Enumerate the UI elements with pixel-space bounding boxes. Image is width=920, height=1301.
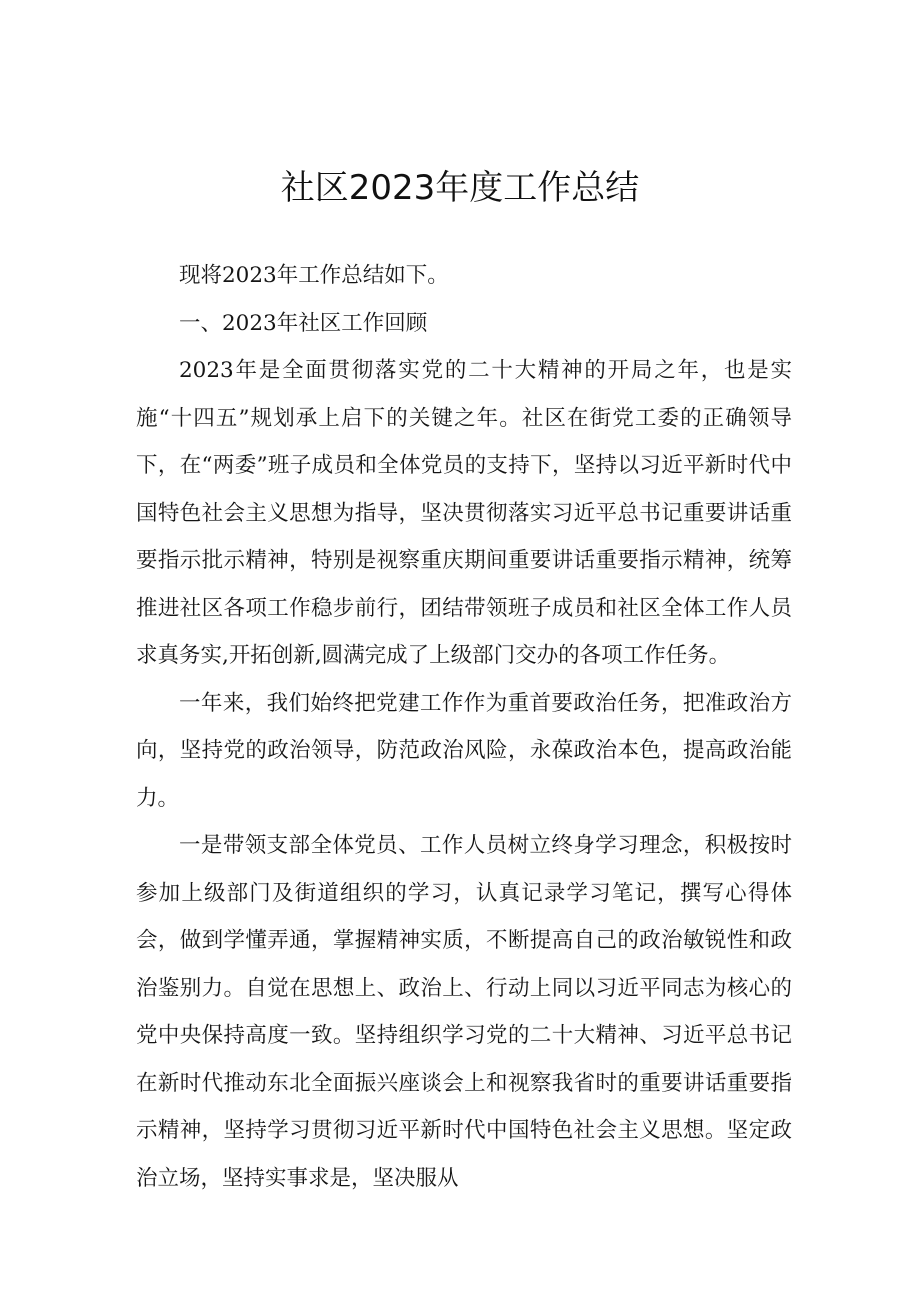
- document-title: 社区2023年度工作总结: [280, 168, 640, 208]
- paragraph-party-building: 一年来，我们始终把党建工作作为重首要政治任务，把准政治方向，坚持党的政治领导，防范政治风险，永葆政治本色，提高政治能力。: [136, 690, 792, 811]
- paragraph-point-one: 一是带领支部全体党员、工作人员树立终身学习理念，积极按时参加上级部门及街道组织的学习，认真记录学习笔记，撰写心得体会，做到学懂弄通，掌握精神实质，不断提高自己的政治敏锐性和政治鉴别力。自觉在思想上、政治上、行动上同以习近平同志为核心的党中央保持高度一致。坚持组织学习党的二十大精神、习近平总书记在新时代推动东北全面振兴座谈会上和视察我省时的重要讲话重要指示精神，坚持学习贯彻习近平新时代中国特色社会主义思想。坚定政治立场，坚持实事求是，坚决服从: [136, 833, 792, 1191]
- paragraph-overview: 2023年是全面贯彻落实党的二十大精神的开局之年，也是实施“十四五”规划承上启下的关键之年。社区在街党工委的正确领导下，在“两委”班子成员和全体党员的支持下，坚持以习近平新时代中国特色社会主义思想为指导，坚决贯彻落实习近平总书记重要讲话重要指示批示精神，特别是视察重庆期间重要讲话重要指示精神，统筹推进社区各项工作稳步前行，团结带领班子成员和社区全体工作人员求真务实,开拓创新,圆满完成了上级部门交办的各项工作任务。: [136, 358, 792, 668]
- document-body: [136, 252, 792, 1202]
- section-heading: 一、2023年社区工作回顾: [179, 310, 428, 336]
- paragraph-intro: 现将2023年工作总结如下。: [179, 263, 449, 288]
